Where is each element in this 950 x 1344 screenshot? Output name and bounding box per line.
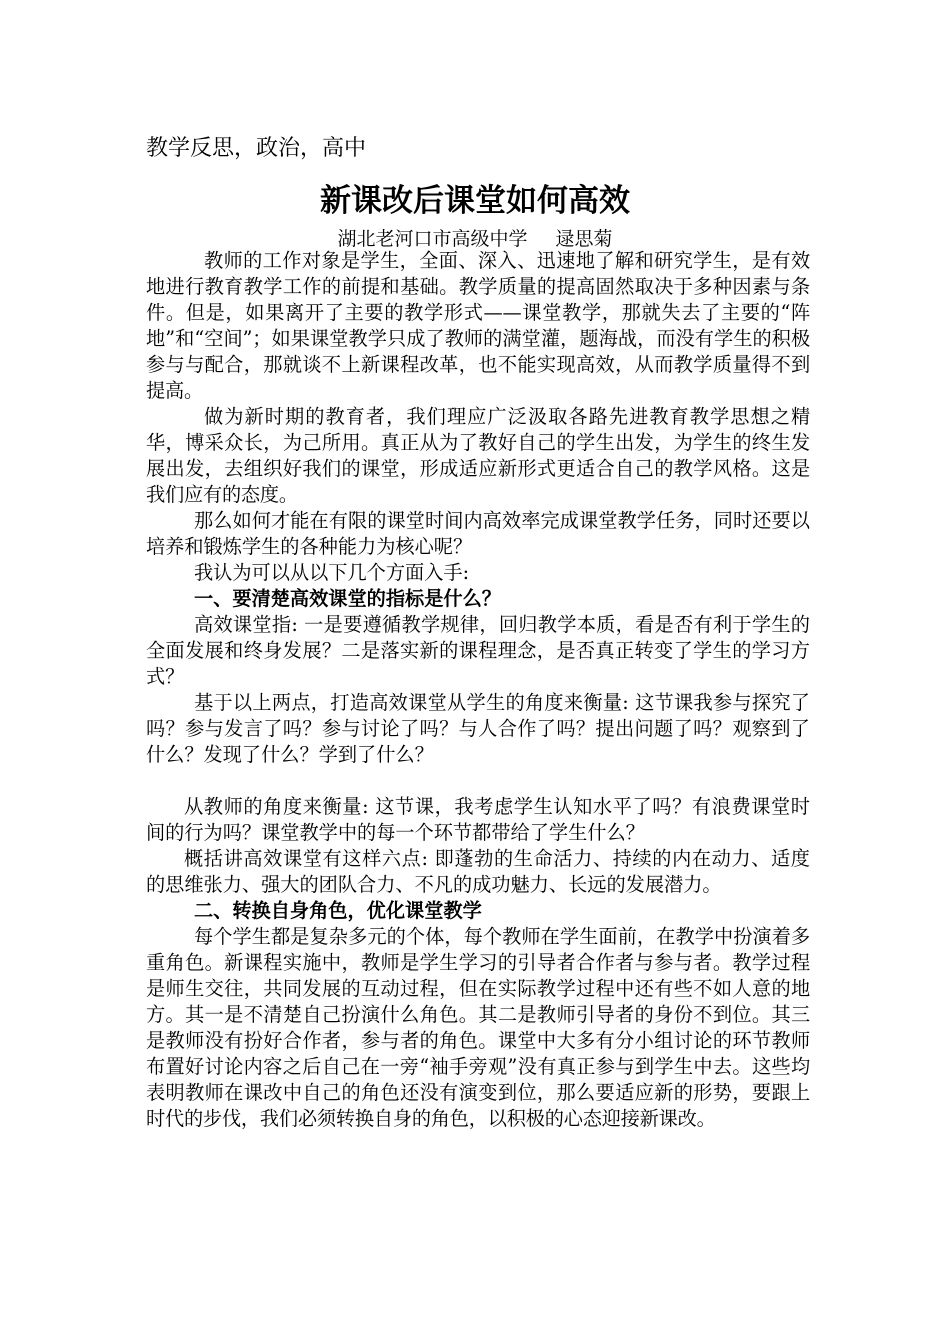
document-body xyxy=(146,248,810,1132)
author-name: 逯思菊 xyxy=(555,228,613,250)
section-heading: 一、要清楚高效课堂的指标是什么？ xyxy=(194,587,501,610)
paragraph: 高效课堂指: 一是要遵循教学规律，回归教学本质，看是否有利于学生的全面发展和终身发展？二是落实新的课程理念，是否真正转变了学生的学习方式？ xyxy=(146,613,810,688)
document-tags: 教学反思，政治，高中 xyxy=(146,136,367,161)
paragraph: 那么如何才能在有限的课堂时间内高效率完成课堂教学任务，同时还要以培养和锻炼学生的各种能力为核心呢？ xyxy=(146,509,810,558)
paragraph: 教师的工作对象是学生，全面、深入、迅速地了解和研究学生，是有效地进行教育教学工作的前提和基础。教学质量的提高固然取决于多种因素与条件。但是，如果离开了主要的教学形式——课堂教学，那就失去了主要的“阵地”和“空间”；如果课堂教学只成了教师的满堂灌，题海战，而没有学生的积极参与与配合，那就谈不上新课程改革，也不能实现高效，从而教学质量得不到提高。 xyxy=(146,249,810,402)
paragraph: 概括讲高效课堂有这样六点: 即蓬勃的生命活力、持续的内在动力、适度的思维张力、强大的团队合力、不凡的成功魅力、长远的发展潜力。 xyxy=(146,847,810,896)
school-name: 湖北老河口市高级中学 xyxy=(337,228,528,250)
document-title: 新课改后课堂如何高效 xyxy=(320,183,630,219)
paragraph: 每个学生都是复杂多元的个体，每个教师在学生面前，在教学中扮演着多重角色。新课程实施中，教师是学生学习的引导者合作者与参与者。教学过程是师生交往，共同发展的互动过程，但在实际教学过程中还有些不如人意的地方。其一是不清楚自己扮演什么角色。其二是教师引导者的身份不到位。其三是教师没有扮好合作者，参与者的角色。课堂中大多有分小组讨论的环节教师布置好讨论内容之后自己在一旁“袖手旁观”没有真正参与到学生中去。这些均表明教师在课改中自己的角色还没有演变到位，那么要适应新的形势，要跟上时代的步伐，我们必须转换自身的角色，以积极的心态迎接新课改。 xyxy=(146,925,810,1130)
blank-line xyxy=(146,768,810,794)
paragraph: 做为新时期的教育者，我们理应广泛汲取各路先进教育教学思想之精华，博采众长，为己所用。真正从为了教好自己的学生出发，为学生的终生发展出发，去组织好我们的课堂，形成适应新形式更适合自己的教学风格。这是我们应有的态度。 xyxy=(146,405,810,506)
paragraph: 基于以上两点，打造高效课堂从学生的角度来衡量: 这节课我参与探究了吗？参与发言了吗？参与讨论了吗？与人合作了吗？提出问题了吗？观察到了什么？发现了什么？学到了什么？ xyxy=(146,691,810,766)
section-heading: 二、转换自身角色，优化课堂教学 xyxy=(194,899,482,922)
paragraph: 从教师的角度来衡量: 这节课，我考虑学生认知水平了吗？有浪费课堂时间的行为吗？课堂教学中的每一个环节都带给了学生什么？ xyxy=(146,795,810,844)
paragraph: 我认为可以从以下几个方面入手: xyxy=(194,561,470,584)
